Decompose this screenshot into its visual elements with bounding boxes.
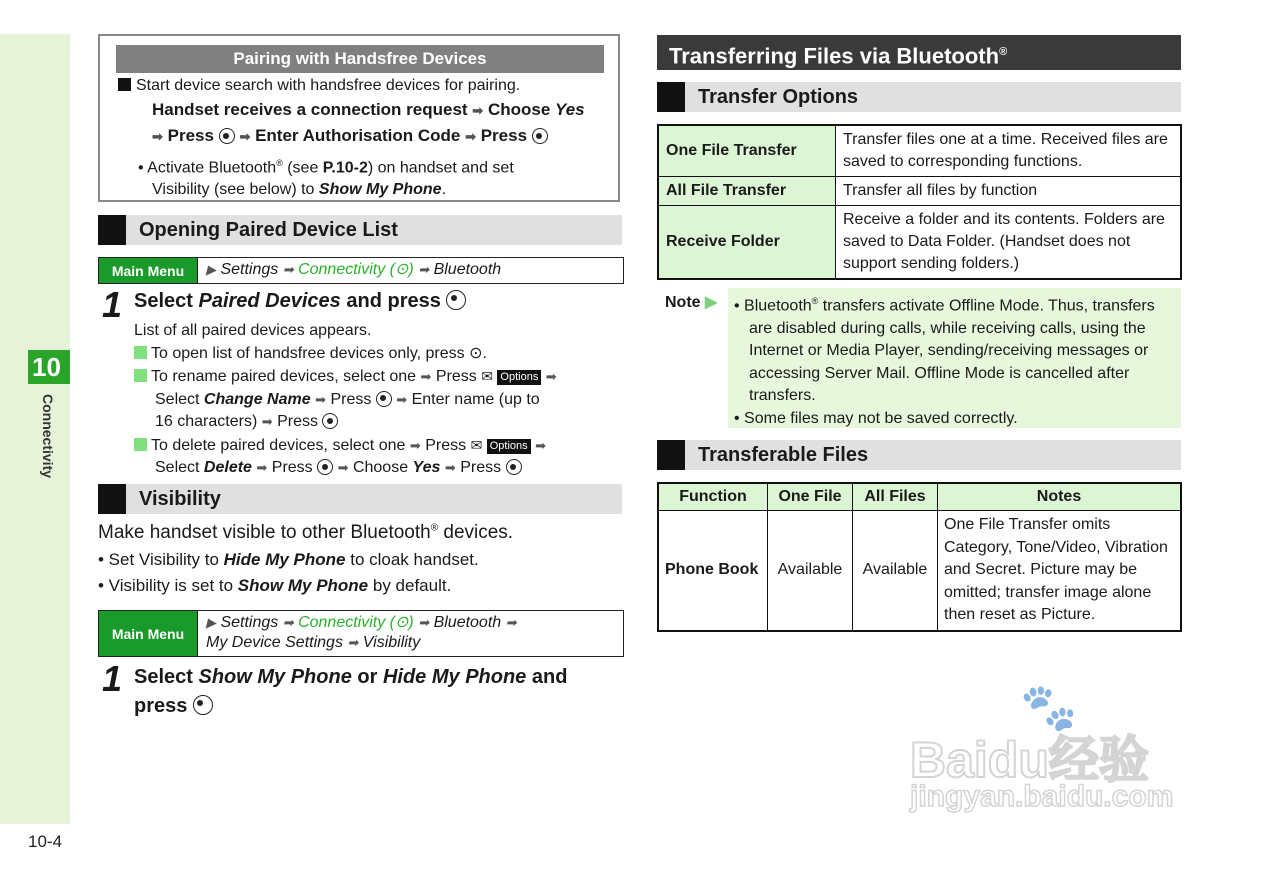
nav-key-icon: ⊙ (469, 344, 483, 362)
center-key-icon (506, 459, 522, 475)
visibility-bullet-2: • Visibility is set to Show My Phone by default. (98, 576, 452, 595)
center-key-icon (532, 128, 548, 144)
connectivity-icon: ⊙ (395, 261, 409, 278)
transfer-banner: Transferring Files via Bluetooth® (657, 35, 1181, 70)
visibility-menu-path: Main Menu ▶ Settings ➡ Connectivity (⊙) ➡ Bluetooth ➡ My Device Settings ➡ Visibility (98, 610, 624, 657)
transferable-files-table (657, 482, 1182, 632)
step-number: 1 (102, 284, 123, 325)
main-menu-label: Main Menu (99, 258, 198, 283)
table-row: One File Transfer Transfer files one at a time. Received files are saved to corresponding functions. (658, 125, 1181, 177)
pairing-step-1: Handset receives a connection request ➡ Choose Yes (152, 100, 585, 119)
mail-key-icon: ✉ (481, 368, 493, 384)
table-row: Phone Book Available Available One File Transfer omits Category, Tone/Video, Vibration and Secret. Picture may be omitted; transfer image alone then reset as Picture. (658, 511, 1181, 631)
center-key-icon (446, 290, 466, 310)
page-number: 10-4 (28, 832, 63, 851)
opening-section-header: Opening Paired Device List (98, 215, 622, 245)
connectivity-icon: ⊙ (395, 614, 409, 631)
opening-step: Select Paired Devices and press (134, 290, 466, 313)
transfer-options-header: Transfer Options (657, 82, 1181, 112)
chapter-number: 10 (32, 352, 61, 382)
center-key-icon (322, 413, 338, 429)
paw-icon: 🐾 (1020, 681, 1078, 733)
visibility-intro: Make handset visible to other Bluetooth® devices. (98, 522, 514, 543)
pairing-step-2: ➡ Press ➡ Enter Authorisation Code ➡ Press (152, 126, 548, 146)
step-number: 1 (102, 658, 123, 699)
sidebar (0, 34, 70, 824)
chapter-label: Connectivity (40, 394, 56, 479)
table-header-row: Function One File All Files Notes (658, 483, 1181, 511)
pairing-note: • Activate Bluetooth® (see P.10-2) on handset and set Visibility (see below) to Show My Phone. (138, 158, 514, 199)
table-row: All File Transfer Transfer all files by function (658, 177, 1181, 206)
visibility-step: Select Show My Phone or Hide My Phone and press (134, 666, 568, 717)
center-key-icon (317, 459, 333, 475)
watermark: 🐾 Baidu经验 jingyan.baidu.com (910, 681, 1174, 813)
table-row: Receive Folder Receive a folder and its contents. Folders are saved to Data Folder. (Handset does not support sending folders.) (658, 206, 1181, 280)
transfer-options-table (657, 124, 1182, 280)
transferable-files-header: Transferable Files (657, 440, 1181, 470)
pairing-intro: Start device search with handsfree devices for pairing. (118, 77, 520, 95)
center-key-icon (219, 128, 235, 144)
opening-details: List of all paired devices appears. To open list of handsfree devices only, press ⊙. To rename paired devices, select one ➡ Press ✉ Options ➡ Select Change Name ➡ Press ➡ Enter name (up to 16 characters) ➡ Press To delete paired devices, select one ➡ Press ✉ Options ➡ Select Delete ➡ Press ➡ Choose Yes ➡ Press (134, 322, 557, 476)
main-menu-label: Main Menu (99, 611, 198, 656)
opening-menu-path: Main Menu ▶ Settings ➡ Connectivity (⊙) ➡ Bluetooth (98, 257, 624, 284)
visibility-bullet-1: • Set Visibility to Hide My Phone to cloak handset. (98, 550, 479, 569)
note-label: Note ▶ (665, 294, 718, 311)
note-box: • Bluetooth® transfers activate Offline Mode. Thus, transfers are disabled during calls, while receiving calls, using the Internet or Media Player, sending/receiving messages or accessing Server Mail. Offline Mode is cancelled after transfers. • Some files may not be saved correctly. (728, 288, 1181, 428)
center-key-icon (193, 695, 213, 715)
pairing-title: Pairing with Handsfree Devices (116, 45, 604, 73)
visibility-section-header: Visibility (98, 484, 622, 514)
center-key-icon (376, 391, 392, 407)
mail-key-icon: ✉ (470, 436, 483, 453)
